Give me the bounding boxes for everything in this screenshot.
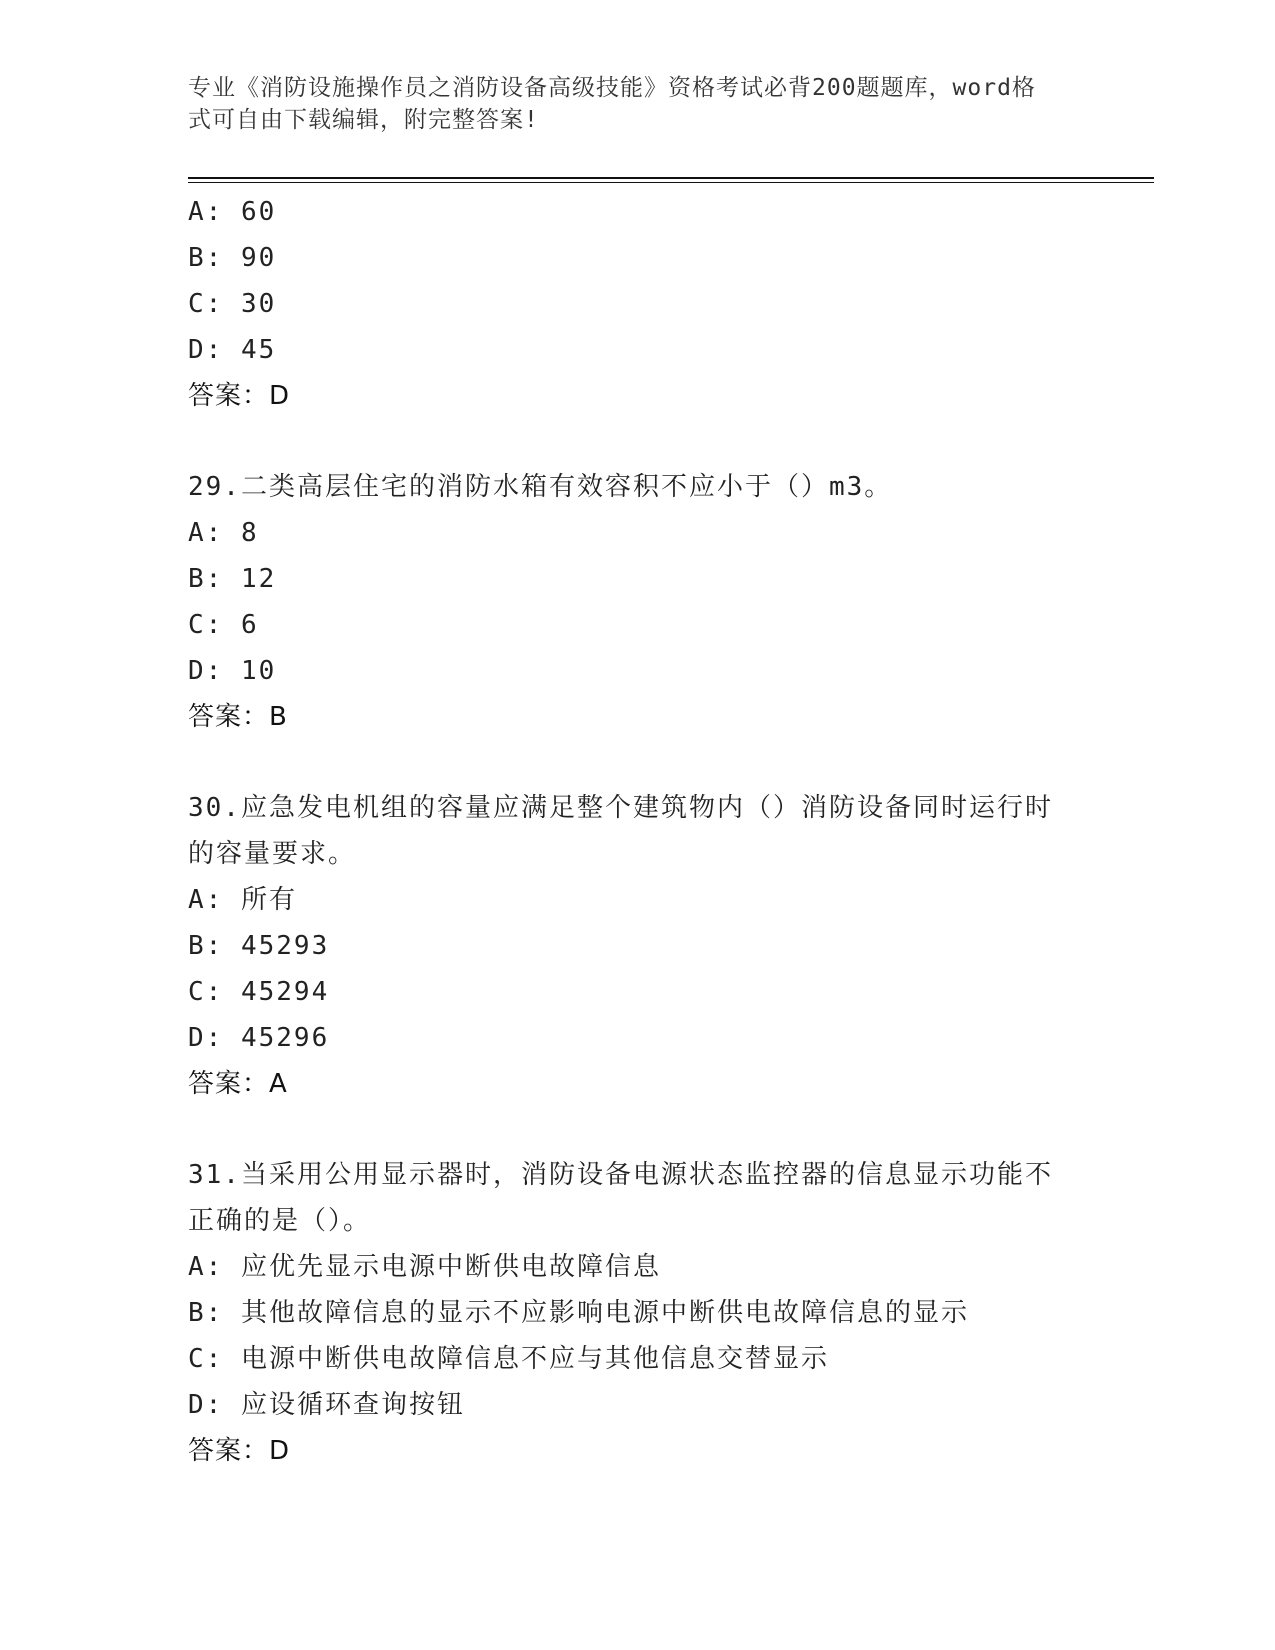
option-a: A: 所有 (188, 885, 297, 915)
option-a: A: 应优先显示电源中断供电故障信息 (188, 1252, 661, 1282)
question-text-line-2: 正确的是（）。 (188, 1206, 372, 1236)
question-block-30 (188, 785, 1088, 1107)
answer-line: 答案：A (188, 1069, 288, 1099)
option-c: C: 30 (188, 289, 277, 319)
answer-line: 答案：B (188, 702, 288, 732)
question-text-line-1: 31.当采用公用显示器时，消防设备电源状态监控器的信息显示功能不 (188, 1160, 1053, 1190)
question-block-28 (188, 189, 1088, 419)
option-a: A: 8 (188, 518, 259, 548)
block-spacer (188, 1107, 1088, 1152)
option-c: C: 电源中断供电故障信息不应与其他信息交替显示 (188, 1344, 829, 1374)
option-b: B: 90 (188, 243, 277, 273)
block-spacer (188, 419, 1088, 464)
question-text: 29.二类高层住宅的消防水箱有效容积不应小于（）m3。 (188, 472, 893, 502)
option-d: D: 45 (188, 335, 277, 365)
answer-line: 答案：D (188, 381, 291, 411)
question-text-line-2: 的容量要求。 (188, 839, 357, 869)
option-c: C: 6 (188, 610, 259, 640)
option-d: D: 应设循环查询按钮 (188, 1390, 465, 1420)
header-line-1: 专业《消防设施操作员之消防设备高级技能》资格考试必背200题题库，word格 (188, 75, 1036, 101)
question-text-line-1: 30.应急发电机组的容量应满足整个建筑物内（）消防设备同时运行时 (188, 793, 1053, 823)
option-b: B: 其他故障信息的显示不应影响电源中断供电故障信息的显示 (188, 1298, 969, 1328)
option-c: C: 45294 (188, 977, 330, 1007)
question-list (188, 189, 1088, 1474)
question-block-31 (188, 1152, 1088, 1474)
option-d: D: 10 (188, 656, 277, 686)
option-b: B: 45293 (188, 931, 330, 961)
document-header (188, 72, 1068, 136)
block-spacer (188, 740, 1088, 785)
question-block-29 (188, 464, 1088, 740)
option-a: A: 60 (188, 197, 277, 227)
option-b: B: 12 (188, 564, 277, 594)
header-line-2: 式可自由下载编辑，附完整答案! (188, 107, 539, 133)
answer-line: 答案：D (188, 1436, 291, 1466)
header-divider-thick (188, 177, 1154, 179)
header-divider-thin (188, 182, 1154, 183)
option-d: D: 45296 (188, 1023, 330, 1053)
